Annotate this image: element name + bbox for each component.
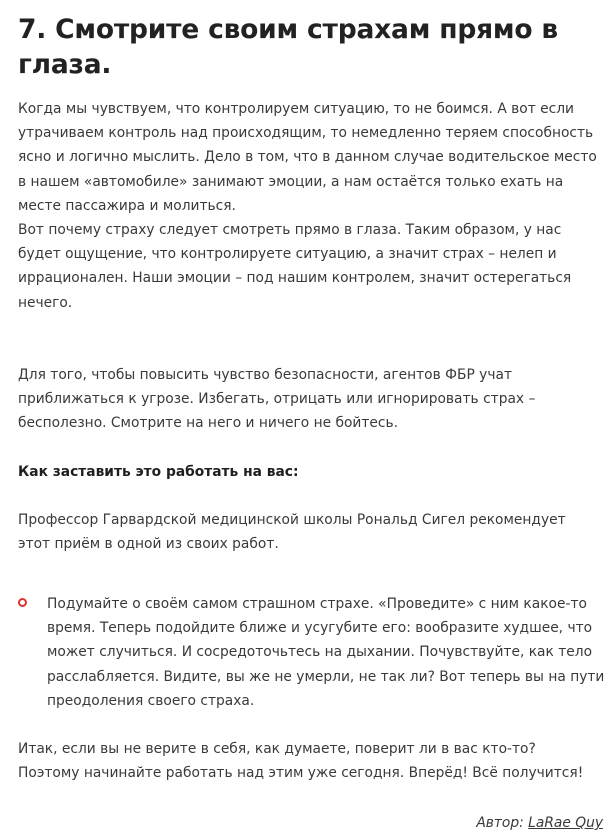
how-to-heading: Как заставить это работать на вас:	[18, 464, 299, 480]
paragraph-face-fear: Вот почему страху следует смотреть прямо в глаза. Таким образом, у нас будет ощущение, что контролируете ситуацию, а значит страх – нелеп и иррационален. Наши эмоции – под нашим контролем, значит остерегаться нечего.	[18, 222, 572, 311]
author-prefix: Автор:	[476, 815, 524, 831]
article-title: 7. Смотрите своим страхам прямо в глаза.	[18, 14, 558, 80]
list-item-text: Подумайте о своём самом страшном страхе. «Проведите» с ним какое-то время. Теперь подойдите ближе и усугубите его: вообразите худшее, что может случиться. И сосредоточьтесь на дыхании. Почувствуйте, как тело расслабляется. Видите, вы же не умерли, не так ли? Вот теперь вы на пути преодоления своего страха.	[47, 596, 605, 709]
author-link[interactable]: LaRae Quy	[528, 815, 603, 831]
list-item	[18, 592, 608, 713]
author-credit	[476, 812, 603, 834]
paragraph-fbi: Для того, чтобы повысить чувство безопасности, агентов ФБР учат приближаться к угрозе. Избегать, отрицать или игнорировать страх – бесполезно. Смотрите на него и ничего не бойтесь.	[18, 367, 536, 432]
tips-list	[18, 592, 608, 713]
circle-bullet-icon	[18, 598, 27, 607]
paragraph-closing: Итак, если вы не верите в себя, как думаете, поверит ли в вас кто-то? Поэтому начинайте работать над этим уже сегодня. Вперёд! Всё получится!	[18, 741, 584, 782]
paragraph-intro: Профессор Гарвардской медицинской школы Рональд Сигел рекомендует этот приём в одной из своих работ.	[18, 512, 566, 553]
paragraph-control: Когда мы чувствуем, что контролируем ситуацию, то не боимся. А вот если утрачиваем контроль над происходящим, то немедленно теряем способность ясно и логично мыслить. Дело в том, что в данном случае водительское место в нашем «автомобиле» занимают эмоции, а нам остаётся только ехать на месте пассажира и молиться.	[18, 101, 597, 214]
